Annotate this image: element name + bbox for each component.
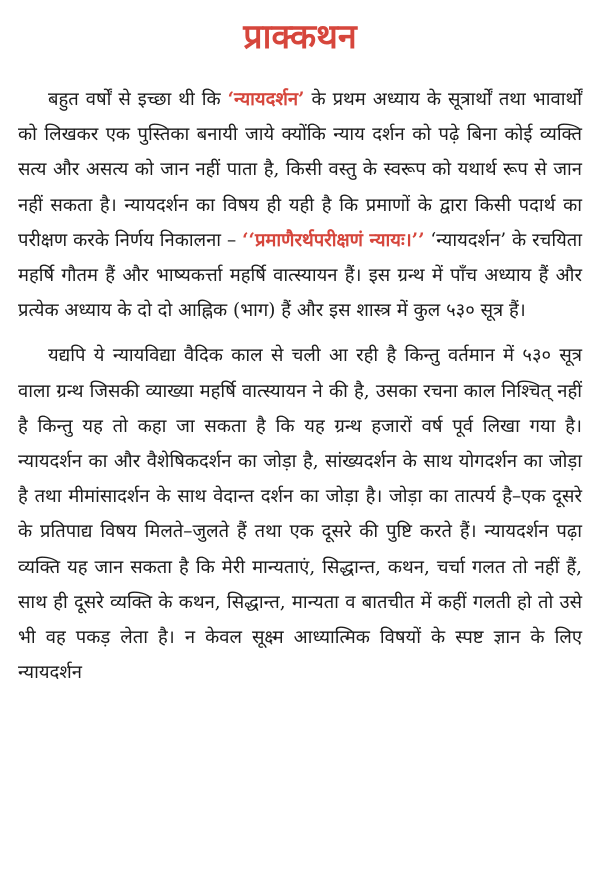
paragraph-2-text: यद्यपि ये न्यायविद्या वैदिक काल से चली आ रही है किन्तु वर्तमान में ५३० सूत्र वाला ग्रन्थ जिसकी व्याख्या महर्षि वात्स्यायन ने की है, उसका रचना काल निश्चित् नहीं है किन्तु यह तो कहा जा सकता है कि यह ग्रन्थ हजारों वर्ष पूर्व लिखा गया है। न्यायदर्शन का और वैशेषिकदर्शन का जोड़ा है, सांख्यदर्शन के साथ योगदर्शन का जोड़ा है तथा मीमांसादर्शन के साथ वेदान्त दर्शन का जोड़ा है। जोड़ा का तात्पर्य है–एक दूसरे के प्रतिपाद्य विषय मिलते–जुलते हैं तथा एक दूसरे की पुष्टि करते हैं। न्यायदर्शन पढ़ा व्यक्ति यह जान सकता है कि मेरी मान्यताएं, सिद्धान्त, कथन, चर्चा गलत तो नहीं हैं, साथ ही दूसरे व्यक्ति के कथन, सिद्धान्त, मान्यता व बातचीत में कहीं गलती हो तो उसे भी वह पकड़ लेता है। न केवल सूक्ष्म आध्यात्मिक विषयों के स्पष्ट ज्ञान के लिए न्यायदर्शन (18, 345, 582, 684)
paragraph-1-text-a: बहुत वर्षों से इच्छा थी कि (48, 89, 228, 110)
highlight-sutra-quote: ‘‘प्रमाणैरर्थपरीक्षणं न्यायः।’’ (242, 229, 425, 251)
paragraph-1-text-b: के प्रथम अध्याय के सूत्रार्थों तथा भावार्थों को लिखकर एक पुस्तिका बनायी जाये क्योंकि न्याय दर्शन को पढ़े बिना कोई व्यक्ति सत्य और असत्य को जान नहीं पाता है, किसी वस्तु के स्वरूप को यथार्थ रूप से जान नहीं सकता है। न्यायदर्शन का विषय ही यही है कि प्रमाणों के द्वारा किसी पदार्थ का परीक्षण करके निर्णय निकालना – (18, 89, 583, 251)
paragraph-2 (18, 338, 582, 690)
paragraph-1-text-c: ‘न्यायदर्शन’ के रचयिता महर्षि गौतम हैं और भाष्यकर्त्ता महर्षि वात्स्यायन हैं। इस ग्रन्थ में पाँच अध्याय हैं और प्रत्येक अध्याय के दो दो आह्निक (भाग) हैं और इस शास्त्र में कुल ५३० सूत्र हैं। (18, 229, 582, 322)
highlight-nyayadarshan: ‘न्यायदर्शन’ (227, 89, 305, 110)
paragraph-1 (18, 82, 582, 328)
page-title: प्राक्कथन (243, 17, 357, 57)
